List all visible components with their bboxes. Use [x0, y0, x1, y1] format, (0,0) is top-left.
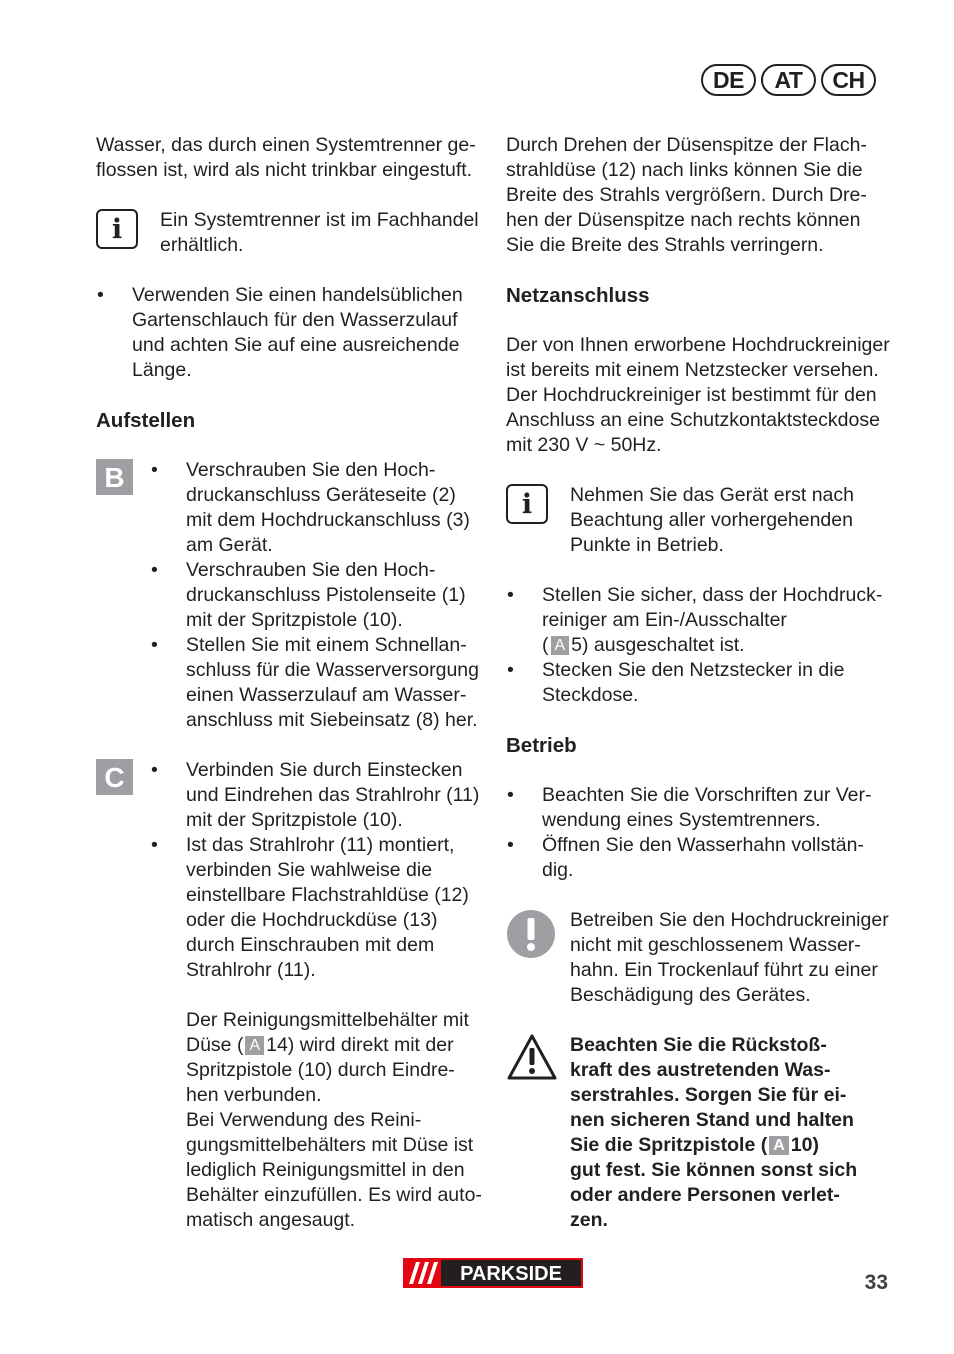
- list-item: [150, 633, 488, 733]
- list-line: Öffnen Sie den Wasserhahn vollstän-: [542, 834, 864, 856]
- para-line: Breite des Strahls vergrößern. Durch Dre-: [506, 184, 867, 206]
- hose-bullet-list: [96, 283, 488, 383]
- para-line: strahldüse (12) nach links können Sie die: [506, 159, 863, 181]
- warning-note: [506, 1033, 898, 1233]
- list-line: einen Wasserzulauf am Wasser-: [186, 684, 467, 706]
- warning-line: kraft des austretenden Was-: [570, 1059, 831, 1081]
- language-badge-ch: CH: [821, 64, 876, 96]
- note-line: erhältlich.: [160, 234, 244, 256]
- list-line: anschluss mit Siebeinsatz (8) her.: [186, 709, 478, 731]
- para-line: Anschluss an eine Schutzkontaktsteckdose: [506, 409, 880, 431]
- section-b-list: [150, 458, 488, 733]
- language-badges: [701, 64, 876, 96]
- note-line: Beachtung aller vorhergehenden: [570, 509, 853, 531]
- language-badge-de: DE: [701, 64, 756, 96]
- section-b: [96, 458, 488, 733]
- list-line: wendung eines Systemtrenners.: [542, 809, 821, 831]
- intro-paragraph: [96, 133, 488, 183]
- exclamation-circle-icon: [506, 909, 556, 959]
- list-line: Verschrauben Sie den Hoch-: [186, 559, 436, 581]
- page-number: 33: [864, 1271, 888, 1294]
- info-icon: i: [506, 484, 548, 524]
- list-line: schluss für die Wasserversorgung: [186, 659, 479, 681]
- warning-line: Beachten Sie die Rückstoß-: [570, 1034, 827, 1056]
- right-column: [506, 133, 898, 1258]
- list-line: reiniger am Ein-/Ausschalter: [542, 609, 787, 631]
- figure-a-reference: A: [769, 1136, 789, 1155]
- power-paragraph: [506, 333, 898, 458]
- heading-aufstellen: Aufstellen: [96, 409, 196, 432]
- info-note: [96, 208, 488, 258]
- figure-a-reference: A: [245, 1036, 264, 1055]
- list-line: Stecken Sie den Netzstecker in die: [542, 659, 845, 681]
- para-line: Bei Verwendung des Reini-: [186, 1109, 422, 1131]
- para-line: matisch angesaugt.: [186, 1209, 356, 1231]
- para-line: hen der Düsenspitze nach rechts können: [506, 209, 861, 231]
- note-line: Betreiben Sie den Hochdruckreiniger: [570, 909, 889, 931]
- note-line: Beschädigung des Gerätes.: [570, 984, 811, 1006]
- list-item: [150, 558, 488, 633]
- para-line: Spritzpistole (10) durch Eindre-: [186, 1059, 455, 1081]
- list-line: Ist das Strahlrohr (11) montiert,: [186, 834, 455, 856]
- para-line: hen verbunden.: [186, 1084, 322, 1106]
- note-line: Punkte in Betrieb.: [570, 534, 724, 556]
- list-line: mit der Spritzpistole (10).: [186, 609, 403, 631]
- list-line: Strahlrohr (11).: [186, 959, 316, 981]
- warning-line: zen.: [570, 1209, 608, 1231]
- left-column: [96, 133, 488, 1258]
- list-line: Länge.: [132, 359, 192, 381]
- para-line: Düse (: [186, 1034, 244, 1056]
- list-item: [506, 658, 898, 708]
- list-line: 5) ausgeschaltet ist.: [571, 634, 745, 656]
- parkside-logo: [403, 1258, 583, 1288]
- note-line: Ein Systemtrenner ist im Fachhandel: [160, 209, 479, 231]
- para-line: ist bereits mit einem Netzstecker versehen.: [506, 359, 879, 381]
- list-item: [506, 833, 898, 883]
- list-line: Gartenschlauch für den Wasserzulauf: [132, 309, 458, 331]
- para-line: mit 230 V ~ 50Hz.: [506, 434, 662, 456]
- warning-line: Sie die Spritzpistole (: [570, 1134, 768, 1156]
- list-item: [96, 283, 488, 383]
- list-line: dig.: [542, 859, 574, 881]
- warning-line: oder andere Personen verlet-: [570, 1184, 840, 1206]
- list-item: [150, 758, 488, 833]
- info-icon: i: [96, 209, 138, 249]
- betrieb-bullet-list: [506, 783, 898, 883]
- para-line: Sie die Breite des Strahls verringern.: [506, 234, 824, 256]
- para-line: Der Reinigungsmittelbehälter mit: [186, 1009, 469, 1031]
- para-line: lediglich Reinigungsmittel in den: [186, 1159, 465, 1181]
- figure-a-reference: A: [551, 636, 570, 655]
- list-line: und Eindrehen das Strahlrohr (11): [186, 784, 480, 806]
- list-line: druckanschluss Geräteseite (2): [186, 484, 456, 506]
- list-line: Stellen Sie sicher, dass der Hochdruck-: [542, 584, 883, 606]
- warning-line: nen sicheren Stand und halten: [570, 1109, 854, 1131]
- caution-note: [506, 908, 898, 1008]
- warning-line: serstrahles. Sorgen Sie für ei-: [570, 1084, 847, 1106]
- list-line: mit der Spritzpistole (10).: [186, 809, 403, 831]
- note-line: hahn. Ein Trockenlauf führt zu einer: [570, 959, 878, 981]
- language-badge-at: AT: [761, 64, 816, 96]
- warning-line: 10): [790, 1134, 819, 1156]
- brand-wordmark: PARKSIDE: [460, 1263, 562, 1285]
- note-line: Nehmen Sie das Gerät erst nach: [570, 484, 854, 506]
- info-note: [506, 483, 898, 558]
- warning-line: gut fest. Sie können sonst sich: [570, 1159, 858, 1181]
- list-item: [506, 583, 898, 658]
- note-line: nicht mit geschlossenem Wasser-: [570, 934, 861, 956]
- list-line: Steckdose.: [542, 684, 639, 706]
- para-line: Behälter einzufüllen. Es wird auto-: [186, 1184, 482, 1206]
- list-line: einstellbare Flachstrahldüse (12): [186, 884, 469, 906]
- intro-line: Wasser, das durch einen Systemtrenner ge-: [96, 134, 476, 156]
- list-line: Verbinden Sie durch Einstecken: [186, 759, 463, 781]
- list-line: Stellen Sie mit einem Schnellan-: [186, 634, 467, 656]
- section-c: [96, 758, 488, 1233]
- list-line: oder die Hochdruckdüse (13): [186, 909, 438, 931]
- intro-line: flossen ist, wird als nicht trinkbar eingestuft.: [96, 159, 473, 181]
- heading-betrieb: Betrieb: [506, 734, 577, 757]
- list-line: durch Einschrauben mit dem: [186, 934, 435, 956]
- warning-triangle-icon: [506, 1033, 558, 1081]
- section-c-list: [150, 758, 488, 983]
- list-line: Verschrauben Sie den Hoch-: [186, 459, 436, 481]
- detergent-paragraph: [150, 1008, 488, 1233]
- list-line: druckanschluss Pistolenseite (1): [186, 584, 466, 606]
- para-line: Durch Drehen der Düsenspitze der Flach-: [506, 134, 867, 156]
- list-line: und achten Sie auf eine ausreichende: [132, 334, 460, 356]
- para-line: Der Hochdruckreiniger ist bestimmt für den: [506, 384, 877, 406]
- list-line: Verwenden Sie einen handelsüblichen: [132, 284, 463, 306]
- figure-c-badge: C: [96, 759, 133, 795]
- para-line: 14) wird direkt mit der: [266, 1034, 454, 1056]
- list-line: (: [542, 634, 549, 656]
- para-line: Der von Ihnen erworbene Hochdruckreiniger: [506, 334, 890, 356]
- list-item: [150, 833, 488, 983]
- list-line: am Gerät.: [186, 534, 273, 556]
- para-line: gungsmittelbehälters mit Düse ist: [186, 1134, 474, 1156]
- list-line: verbinden Sie wahlweise die: [186, 859, 433, 881]
- list-item: [150, 458, 488, 558]
- list-line: Beachten Sie die Vorschriften zur Ver-: [542, 784, 872, 806]
- figure-b-badge: B: [96, 459, 133, 495]
- heading-netzanschluss: Netzanschluss: [506, 284, 650, 307]
- list-item: [506, 783, 898, 833]
- list-line: mit dem Hochdruckanschluss (3): [186, 509, 470, 531]
- nozzle-paragraph: [506, 133, 898, 258]
- power-bullet-list: [506, 583, 898, 708]
